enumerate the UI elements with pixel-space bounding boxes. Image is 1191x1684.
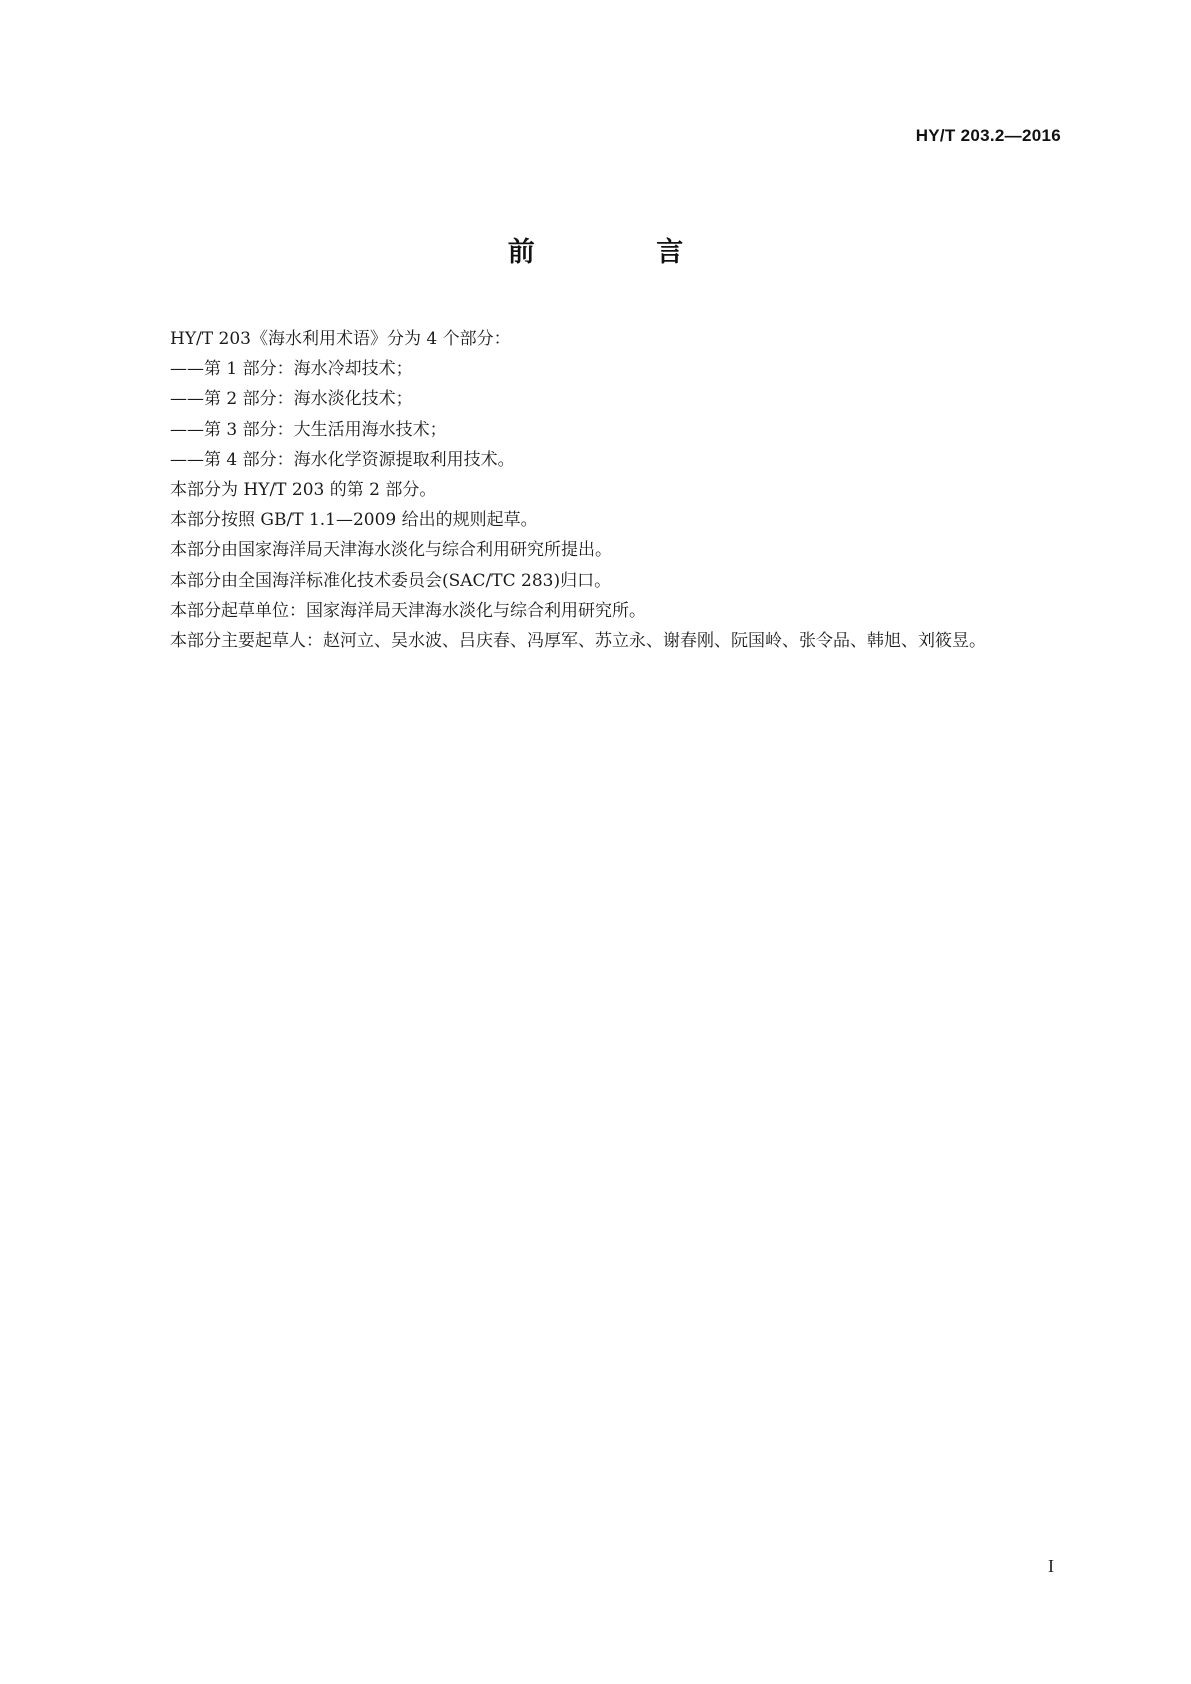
list-item-part-1: ——第 1 部分：海水冷却技术； bbox=[170, 359, 413, 380]
page-number: I bbox=[1048, 1556, 1054, 1576]
paragraph-drafting-rules: 本部分按照 GB/T 1.1—2009 给出的规则起草。 bbox=[170, 510, 538, 531]
foreword-body bbox=[133, 324, 1063, 656]
paragraph-part-statement: 本部分为 HY/T 203 的第 2 部分。 bbox=[170, 480, 437, 501]
page-title: 前 言 bbox=[507, 237, 740, 268]
paragraph-series-intro: HY/T 203《海水利用术语》分为 4 个部分： bbox=[170, 329, 511, 349]
paragraph-drafting-unit: 本部分起草单位：国家海洋局天津海水淡化与综合利用研究所。 bbox=[170, 600, 646, 621]
list-item-part-3: ——第 3 部分：大生活用海水技术； bbox=[170, 419, 447, 440]
paragraph-committee: 本部分由全国海洋标准化技术委员会(SAC/TC 283)归口。 bbox=[170, 570, 612, 591]
list-item-part-4: ——第 4 部分：海水化学资源提取利用技术。 bbox=[170, 449, 515, 470]
paragraph-drafters: 本部分主要起草人：赵河立、吴水波、吕庆春、冯厚军、苏立永、谢春刚、阮国岭、张令品、韩旭、刘筱昱。 bbox=[170, 631, 986, 652]
paragraph-proposer: 本部分由国家海洋局天津海水淡化与综合利用研究所提出。 bbox=[170, 540, 612, 561]
standard-code-header: HY/T 203.2—2016 bbox=[915, 126, 1061, 145]
list-item-part-2: ——第 2 部分：海水淡化技术； bbox=[170, 389, 413, 410]
